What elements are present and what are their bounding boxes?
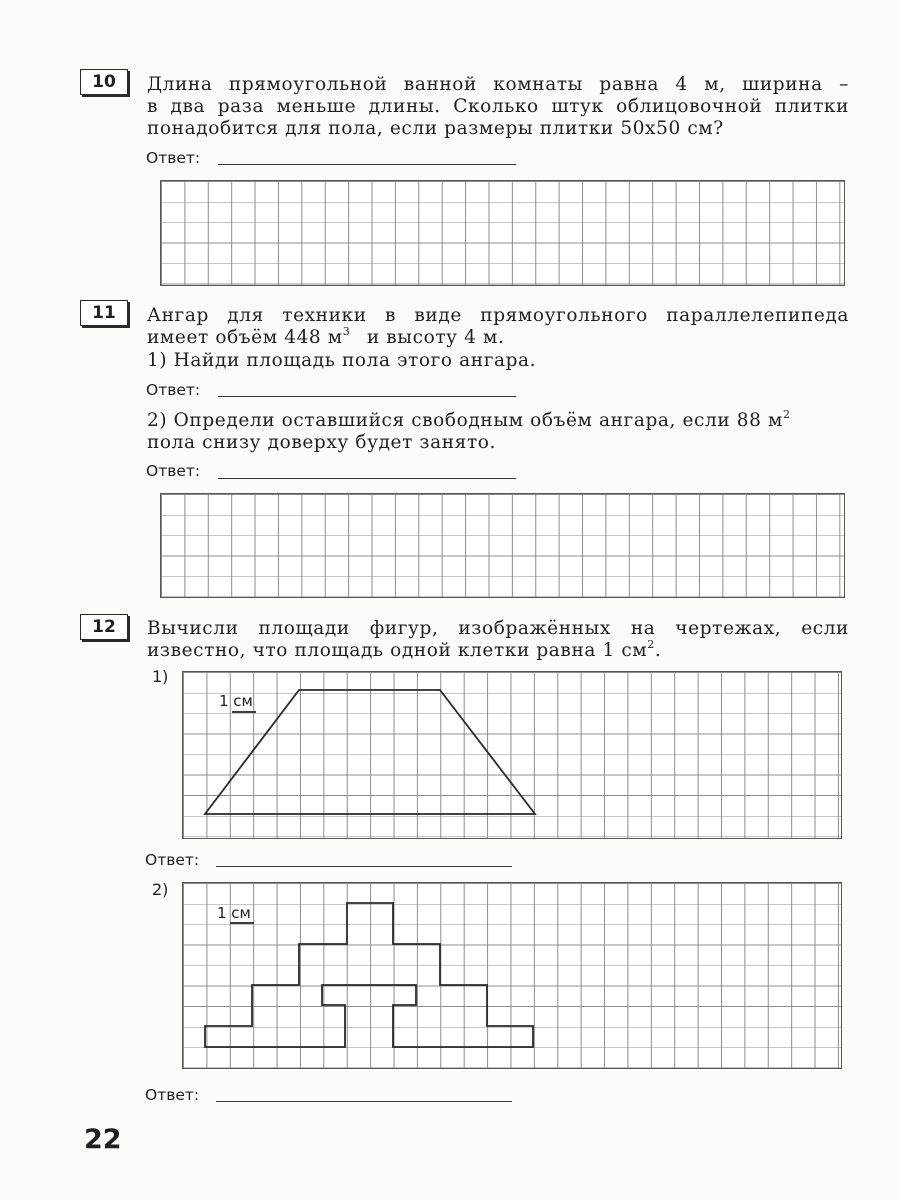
answer-label: Ответ:	[145, 851, 200, 869]
task-11-question-2-line-2: пола снизу доверху будет занято.	[147, 432, 496, 453]
task-number-11: 11	[80, 300, 128, 326]
superscript: 2	[782, 408, 791, 421]
task-10-line-1: Длина прямоугольной ванной комнаты равна 4 м, ширина –	[147, 74, 849, 95]
task-11-line-2-start: имеет объём 448 м	[147, 327, 343, 348]
task-11-line-2	[147, 327, 504, 349]
unit-label: 1 см	[217, 904, 251, 922]
task-12-line-2-text: известно, что площадь одной клетки равна 1 см	[147, 640, 648, 661]
answer-line[interactable]	[216, 1101, 512, 1102]
superscript: 2	[647, 638, 655, 651]
task-10-line-3: понадобится для пола, если размеры плитки 50x50 см?	[147, 118, 724, 139]
task-12-line-1: Вычисли площади фигур, изображённых на чертежах, если	[147, 618, 849, 639]
task-number-10: 10	[80, 69, 128, 95]
answer-line[interactable]	[218, 164, 516, 165]
answer-line[interactable]	[218, 396, 516, 397]
figure-1-label: 1)	[152, 667, 169, 686]
figure-1-grid	[182, 671, 842, 839]
answer-label: Ответ:	[146, 381, 201, 399]
work-grid[interactable]	[160, 180, 845, 286]
task-10-line-2: в два раза меньше длины. Сколько штук облицовочной плитки	[147, 96, 849, 117]
answer-label: Ответ:	[146, 462, 201, 480]
task-11-question-1: 1) Найди площадь пола этого ангара.	[147, 350, 537, 371]
answer-label: Ответ:	[146, 149, 201, 167]
superscript: 3	[342, 325, 351, 338]
task-11-question-2-text: 2) Определи оставшийся свободным объём ангара, если 88 м	[147, 410, 783, 431]
task-12-line-2	[147, 640, 661, 662]
unit-label: 1 см	[219, 692, 253, 710]
task-11-line-2-end: и высоту 4 м.	[366, 327, 505, 348]
task-11-line-1: Ангар для техники в виде прямоугольного параллелепипеда	[147, 305, 849, 326]
work-grid[interactable]	[160, 493, 845, 598]
answer-line[interactable]	[218, 478, 516, 479]
figure-2-label: 2)	[152, 880, 169, 899]
answer-label: Ответ:	[145, 1086, 200, 1104]
answer-line[interactable]	[216, 866, 512, 867]
period: .	[654, 640, 662, 661]
task-11-question-2-line-1	[147, 410, 847, 432]
figure-2-grid	[182, 882, 842, 1069]
task-number-12: 12	[80, 614, 128, 640]
page-number: 22	[84, 1124, 122, 1155]
